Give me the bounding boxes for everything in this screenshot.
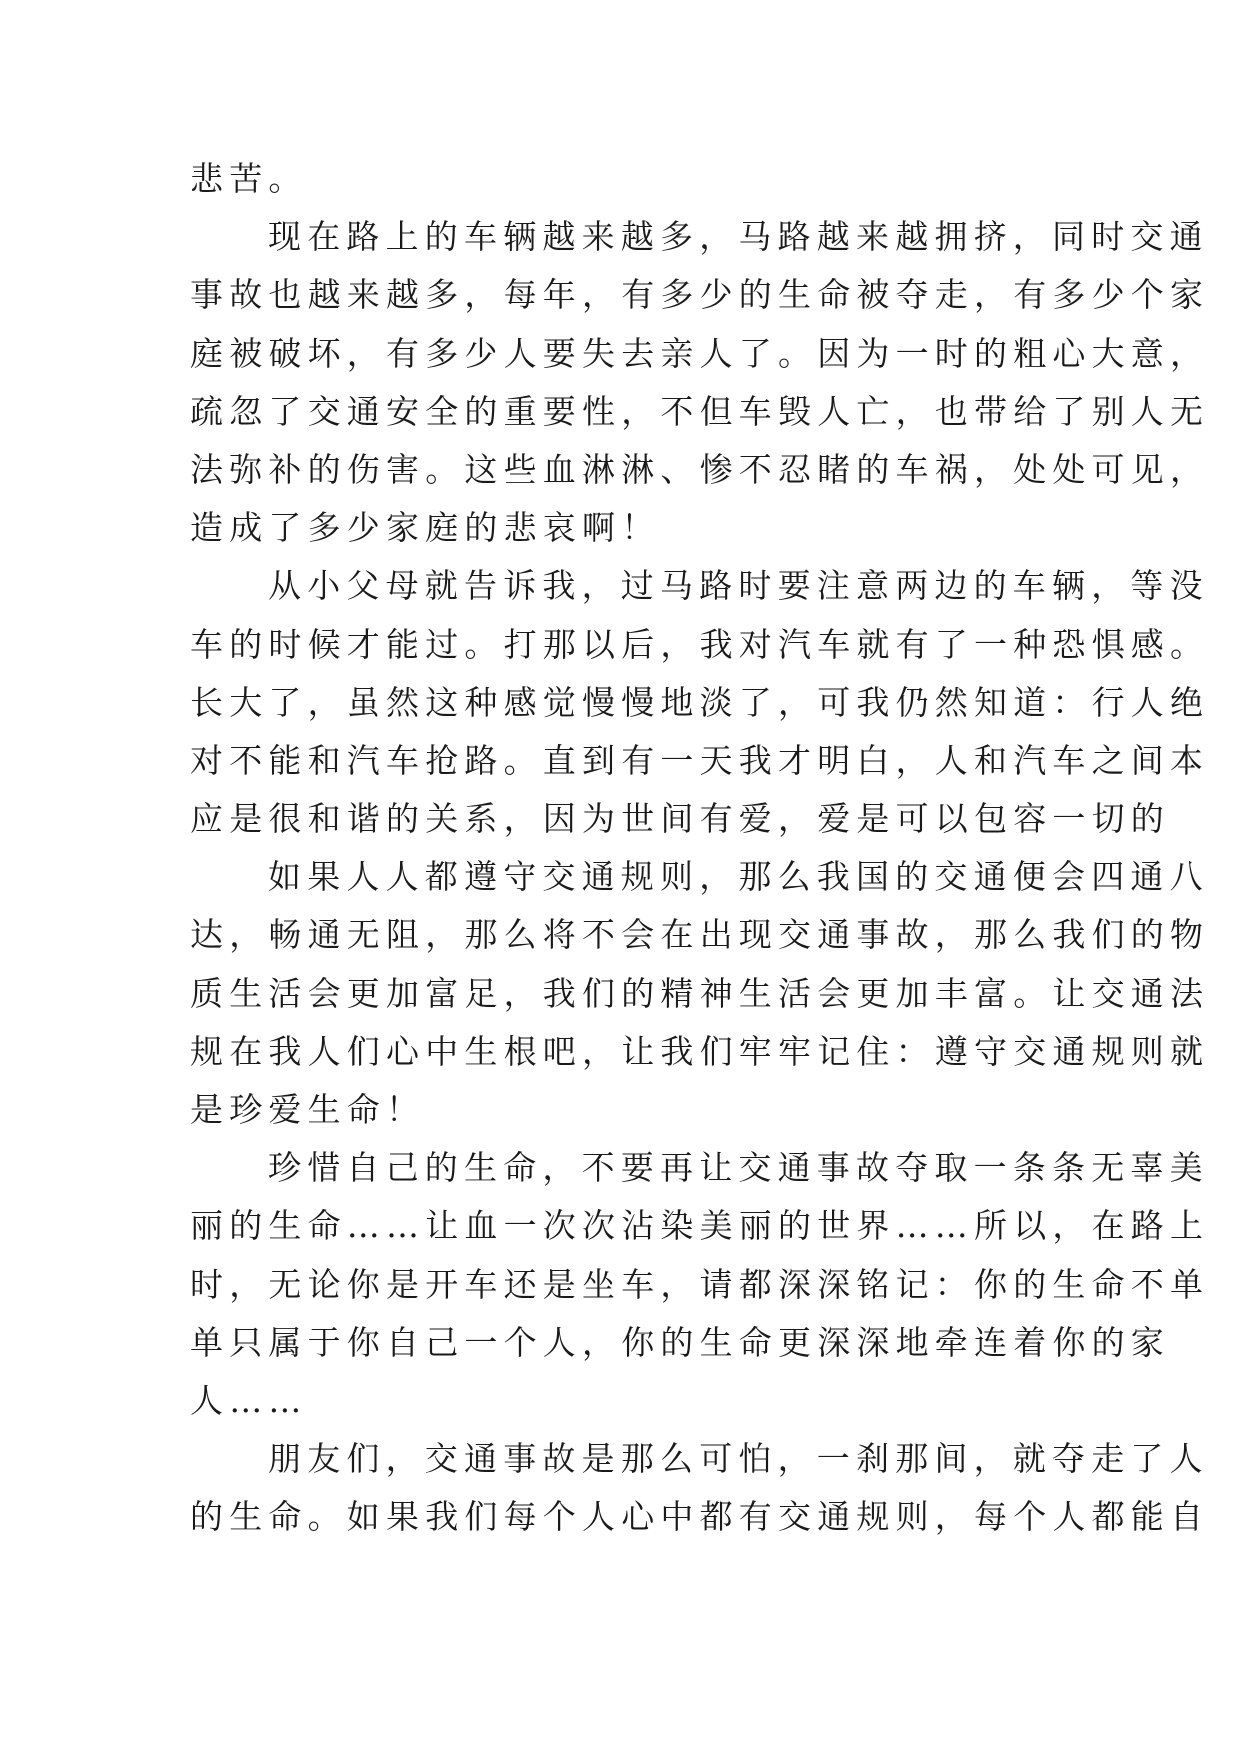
text-line: 法弥补的伤害。这些血淋淋、惨不忍睹的车祸，处处可见， bbox=[190, 449, 1210, 489]
text-line: 应是很和谐的关系，因为世间有爱，爱是可以包容一切的 bbox=[190, 799, 1170, 839]
text-line: 的生命。如果我们每个人心中都有交通规则，每个人都能自 bbox=[190, 1497, 1210, 1537]
paragraph-2 bbox=[190, 208, 1209, 266]
text-line: 事故也越来越多，每年，有多少的生命被夺走，有多少个家 bbox=[190, 275, 1210, 315]
text-line: 单只属于你自己一个人，你的生命更深深地牵连着你的家 bbox=[190, 1322, 1170, 1362]
paragraph-5-continued bbox=[190, 1197, 1210, 1430]
text-line: 丽的生命……让血一次次沾染美丽的世界……所以，在路上 bbox=[190, 1206, 1210, 1246]
document-body bbox=[190, 150, 1210, 1547]
text-line: 朋友们，交通事故是那么可怕，一刹那间，就夺走了人 bbox=[268, 1439, 1209, 1479]
paragraph-4-continued bbox=[190, 906, 1210, 1139]
paragraph-4 bbox=[190, 848, 1209, 906]
paragraph-3 bbox=[190, 557, 1209, 615]
text-line: 庭被破坏，有多少人要失去亲人了。因为一时的粗心大意， bbox=[190, 333, 1210, 373]
text-line: 质生活会更加富足，我们的精神生活会更加丰富。让交通法 bbox=[190, 973, 1210, 1013]
paragraph-1 bbox=[190, 150, 1050, 208]
text-line: 造成了多少家庭的悲哀啊！ bbox=[190, 508, 661, 548]
text-line: 车的时候才能过。打那以后，我对汽车就有了一种恐惧感。 bbox=[190, 624, 1210, 664]
text-line: 疏忽了交通安全的重要性，不但车毁人亡，也带给了别人无 bbox=[190, 391, 1210, 431]
text-line: 珍惜自己的生命，不要再让交通事故夺取一条条无辜美 bbox=[268, 1148, 1209, 1188]
text-line: 悲苦。 bbox=[190, 159, 308, 198]
paragraph-2-continued bbox=[190, 266, 1210, 557]
text-line: 对不能和汽车抢路。直到有一天我才明白，人和汽车之间本 bbox=[190, 740, 1210, 780]
text-line: 是珍爱生命！ bbox=[190, 1090, 426, 1129]
paragraph-3-continued bbox=[190, 616, 1210, 849]
paragraph-6-continued bbox=[190, 1488, 1210, 1546]
text-line: 长大了，虽然这种感觉慢慢地淡了，可我仍然知道：行人绝 bbox=[190, 682, 1210, 722]
text-line: 现在路上的车辆越来越多，马路越来越拥挤，同时交通 bbox=[268, 217, 1209, 257]
text-line: 达，畅通无阻，那么将不会在出现交通事故，那么我们的物 bbox=[190, 915, 1210, 955]
text-line: 时，无论你是开车还是坐车，请都深深铭记：你的生命不单 bbox=[190, 1264, 1210, 1304]
paragraph-6 bbox=[190, 1430, 1209, 1488]
paragraph-5 bbox=[190, 1139, 1209, 1197]
text-line: 如果人人都遵守交通规则，那么我国的交通便会四通八 bbox=[268, 857, 1209, 897]
text-line: 从小父母就告诉我，过马路时要注意两边的车辆，等没 bbox=[268, 566, 1209, 606]
text-line: 人…… bbox=[190, 1380, 308, 1420]
text-line: 规在我人们心中生根吧，让我们牢牢记住：遵守交通规则就 bbox=[190, 1031, 1210, 1071]
